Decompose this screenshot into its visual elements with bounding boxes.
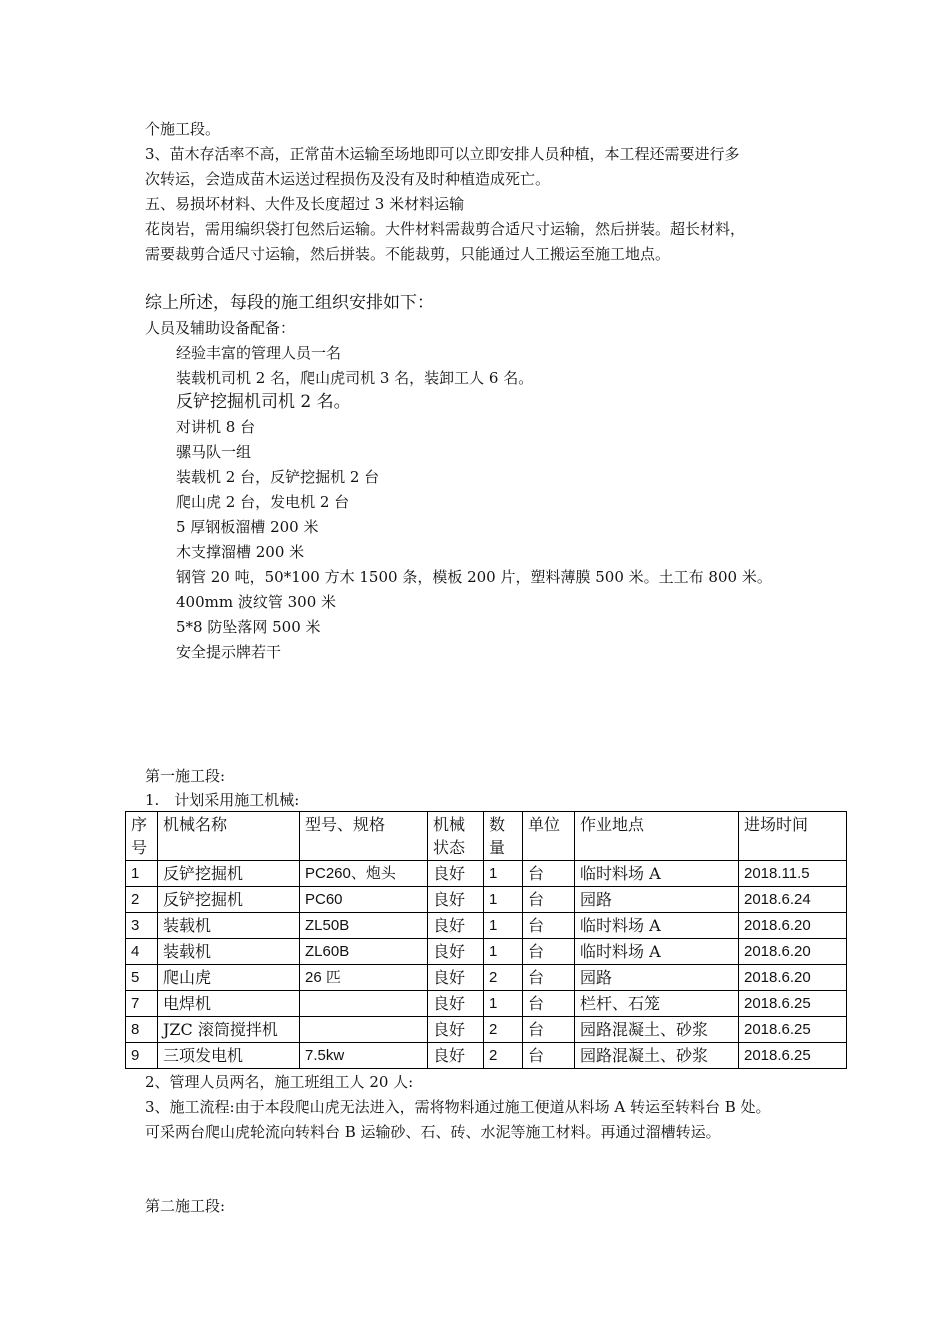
table-row: 2 反铲挖掘机 PC60 良好 1 台 园路 2018.6.24 xyxy=(126,887,847,913)
resource-item: 骡马队一组 xyxy=(176,443,252,461)
col-header-condition: 机械 状态 xyxy=(428,812,484,861)
section-title-first: 第一施工段: xyxy=(145,767,226,785)
table-row: 5 爬山虎 26 匹 良好 2 台 园路 2018.6.20 xyxy=(126,965,847,991)
section-five-heading: 五、易损坏材料、大件及长度超过 3 米材料运输 xyxy=(145,195,465,213)
intro-line-1: 个施工段。 xyxy=(145,120,221,138)
table-row: 7 电焊机 良好 1 台 栏杆、石笼 2018.6.25 xyxy=(126,991,847,1017)
col-header-model: 型号、规格 xyxy=(300,812,428,861)
summary-heading: 综上所述，每段的施工组织安排如下： xyxy=(145,293,434,313)
table-header-row xyxy=(126,812,847,861)
table-row: 8 JZC 滚筒搅拌机 良好 2 台 园路混凝土、砂浆 2018.6.25 xyxy=(126,1017,847,1043)
col-header-quantity: 数 量 xyxy=(484,812,523,861)
table-row: 9 三项发电机 7.5kw 良好 2 台 园路混凝土、砂浆 2018.6.25 xyxy=(126,1043,847,1069)
table-row: 3 装载机 ZL50B 良好 1 台 临时料场 A 2018.6.20 xyxy=(126,913,847,939)
process-line-1: 3、施工流程:由于本段爬山虎无法进入，需将物料通过施工便道从料场 A 转运至转料台 B 处。 xyxy=(145,1098,771,1116)
process-line-2: 可采两台爬山虎轮流向转料台 B 运输砂、石、砖、水泥等施工材料。再通过溜槽转运。 xyxy=(145,1123,721,1141)
resource-item: 经验丰富的管理人员一名 xyxy=(176,344,342,362)
intro-line-6: 需要裁剪合适尺寸运输，然后拼装。不能裁剪，只能通过人工搬运至施工地点。 xyxy=(145,245,671,263)
resource-item: 木支撑溜槽 200 米 xyxy=(176,543,305,561)
resource-item: 400mm 波纹管 300 米 xyxy=(176,593,337,611)
intro-line-5: 花岗岩，需用编织袋打包然后运输。大件材料需裁剪合适尺寸运输，然后拼装。超长材料， xyxy=(145,220,746,238)
resource-item: 5 厚钢板溜槽 200 米 xyxy=(176,518,319,536)
col-header-index: 序 号 xyxy=(126,812,158,861)
summary-subheading: 人员及辅助设备配备： xyxy=(145,319,296,337)
col-header-machine-name: 机械名称 xyxy=(158,812,300,861)
machinery-table xyxy=(125,811,847,1069)
resource-item: 反铲挖掘机司机 2 名。 xyxy=(176,392,351,412)
machinery-plan-label: 1. 计划采用施工机械: xyxy=(145,791,300,809)
resource-item: 5*8 防坠落网 500 米 xyxy=(176,618,321,636)
section-title-second: 第二施工段: xyxy=(145,1197,226,1215)
intro-line-2: 3、苗木存活率不高，正常苗木运输至场地即可以立即安排人员种植，本工程还需要进行多 xyxy=(145,145,740,163)
resource-item: 钢管 20 吨，50*100 方木 1500 条，模板 200 片，塑料薄膜 500 米。土工布 800 米。 xyxy=(176,568,772,586)
resource-item: 装载机司机 2 名，爬山虎司机 3 名，装卸工人 6 名。 xyxy=(176,369,534,387)
resource-item: 对讲机 8 台 xyxy=(176,418,256,436)
col-header-unit: 单位 xyxy=(523,812,575,861)
resource-item: 爬山虎 2 台，发电机 2 台 xyxy=(176,493,350,511)
staff-note: 2、管理人员两名，施工班组工人 20 人: xyxy=(145,1073,414,1091)
table-row: 1 反铲挖掘机 PC260、炮头 良好 1 台 临时料场 A 2018.11.5 xyxy=(126,861,847,887)
resource-item: 安全提示牌若干 xyxy=(176,643,282,661)
intro-line-3: 次转运，会造成苗木运送过程损伤及没有及时种植造成死亡。 xyxy=(145,170,551,188)
table-row: 4 装载机 ZL60B 良好 1 台 临时料场 A 2018.6.20 xyxy=(126,939,847,965)
col-header-location: 作业地点 xyxy=(575,812,739,861)
resource-item: 装载机 2 台，反铲挖掘机 2 台 xyxy=(176,468,380,486)
col-header-entry-time: 进场时间 xyxy=(739,812,847,861)
